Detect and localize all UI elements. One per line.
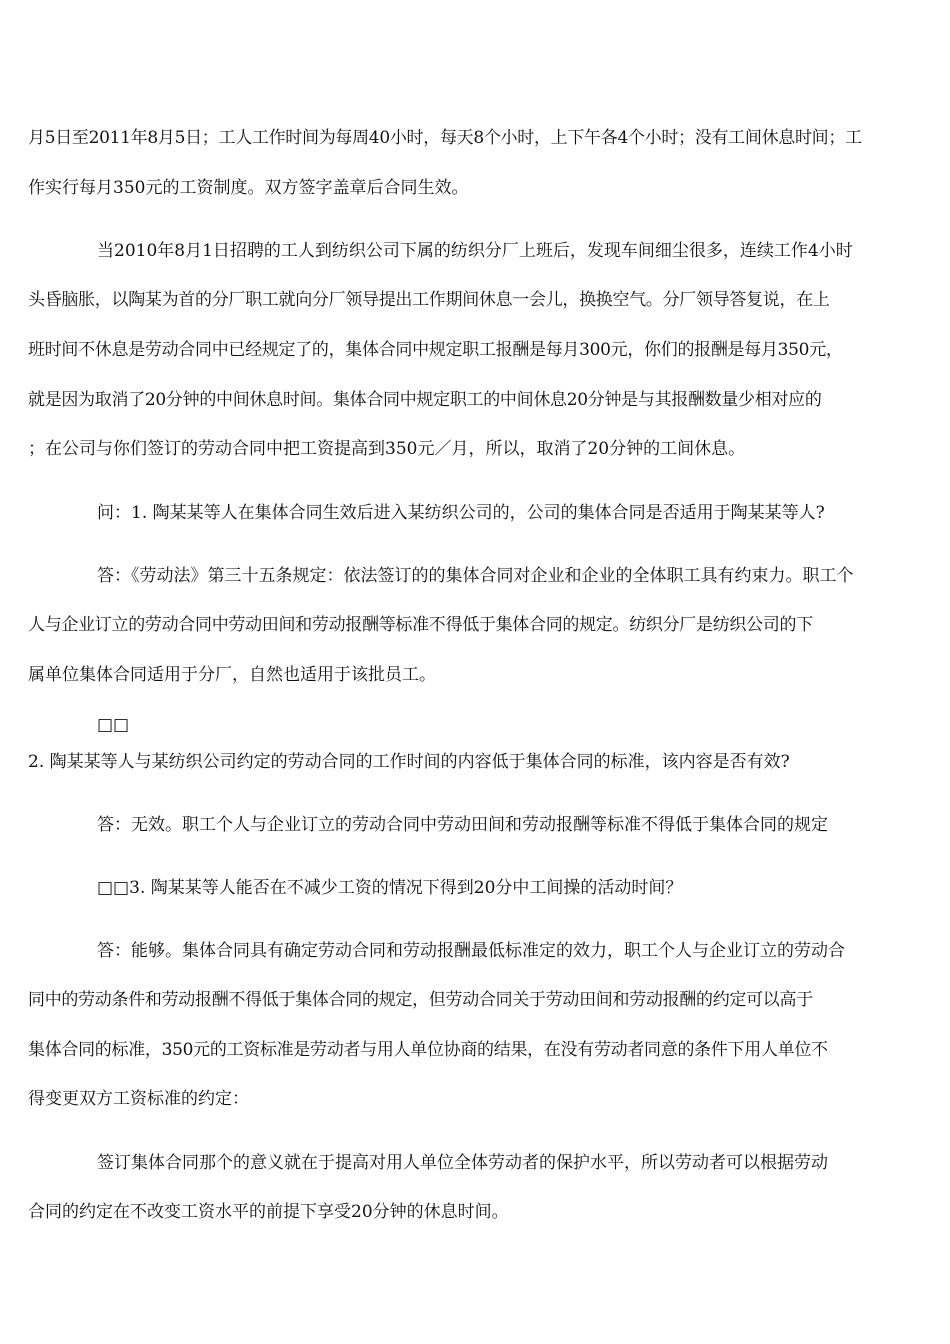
text-line: 人与企业订立的劳动合同中劳动田间和劳动报酬等标准不得低于集体合同的规定。纺织分厂是纺织公司的下 [28, 615, 813, 635]
text-line: 班时间不休息是劳动合同中已经规定了的，集体合同中规定职工报酬是每月300元，你们的报酬是每月350元， [28, 340, 843, 360]
text-line: 作实行每月350元的工资制度。双方签字盖章后合同生效。 [28, 178, 469, 198]
text-line: 合同的约定在不改变工资水平的前提下享受20分钟的休息时间。 [28, 1202, 509, 1222]
answer-line: 答：无效。职工个人与企业订立的劳动合同中劳动田间和劳动报酬等标准不得低于集体合同的规定 [97, 815, 828, 835]
paragraph-line: 签订集体合同那个的意义就在于提高对用人单位全体劳动者的保护水平，所以劳动者可以根据劳动 [97, 1153, 828, 1173]
paragraph-line: 当2010年8月1日招聘的工人到纺织公司下属的纺织分厂上班后，发现车间细尘很多，连续工作4小时 [97, 241, 853, 261]
answer-line: 答：能够。集体合同具有确定劳动合同和劳动报酬最低标准定的效力，职工个人与企业订立的劳动合 [97, 941, 845, 961]
answer-line: 答：《劳动法》第三十五条规定：依法签订的的集体合同对企业和企业的全体职工具有约束力。职工个 [97, 566, 854, 586]
question-line: □□3. 陶某某等人能否在不减少工资的情况下得到20分中工间操的活动时间？ [97, 878, 683, 898]
text-line: 就是因为取消了20分钟的中间休息时间。集体合同中规定职工的中间休息20分钟是与其报酬数量少相对应的 [28, 390, 822, 410]
text-line: 同中的劳动条件和劳动报酬不得低于集体合同的规定，但劳动合同关于劳动田间和劳动报酬的约定可以高于 [28, 990, 813, 1010]
question-line: 2. 陶某某等人与某纺织公司约定的劳动合同的工作时间的内容低于集体合同的标准，该内容是否有效? [28, 752, 790, 772]
text-line: 头昏脑胀，以陶某为首的分厂职工就向分厂领导提出工作期间休息一会儿，换换空气。分厂领导答复说，在上 [28, 290, 830, 310]
text-line: 属单位集体合同适用于分厂，自然也适用于该批员工。 [28, 665, 436, 685]
placeholder-glyphs: □□ [97, 715, 130, 735]
text-line: ；在公司与你们签订的劳动合同中把工资提高到350元／月，所以，取消了20分钟的工间休息。 [28, 439, 746, 459]
question-line: 问：1. 陶某某等人在集体合同生效后进入某纺织公司的，公司的集体合同是否适用于陶某某等人? [97, 503, 825, 523]
text-line: 得变更双方工资标准的约定： [28, 1089, 249, 1109]
text-line: 月5日至2011年8月5日；工人工作时间为每周40小时，每天8个小时，上下午各4个小时；没有工间休息时间；工 [28, 128, 862, 148]
text-line: 集体合同的标准，350元的工资标准是劳动者与用人单位协商的结果，在没有劳动者同意的条件下用人单位不 [28, 1040, 828, 1060]
